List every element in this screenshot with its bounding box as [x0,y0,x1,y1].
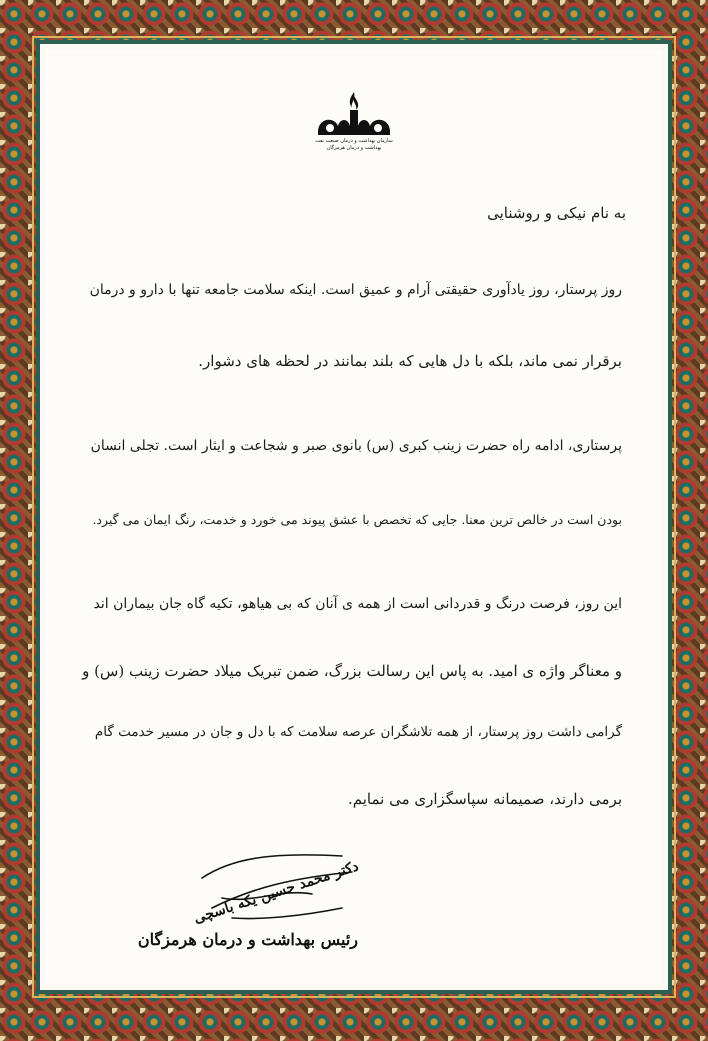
letter-line-3: پرستاری، ادامه راه حضرت زینب کبری (س) بانوی صبر و شجاعت و ایثار است. تجلی انسان [90,438,622,454]
signatory-title: رئیس بهداشت و درمان هرمزگان [137,930,358,949]
letter-line-7: گرامی داشت روز پرستار، از همه تلاشگران عرصه سلامت که با دل و جان در مسیر خدمت گام [94,724,622,740]
letter-line-4: بودن است در خالص ترین معنا. جایی که تخصص با عشق پیوند می خورد و خدمت، رنگ ایمان می گیرد. [92,512,622,527]
letter-line-6: و معناگر واژه ی امید. به پاس این رسالت بزرگ، ضمن تبریک میلاد حضرت زینب (س) و [82,662,622,680]
greeting: به نام نیکی و روشنایی [487,204,626,222]
letter-line-5: این روز، فرصت درنگ و قدردانی است از همه ی آنان که بی هیاهو، تکیه گاه جان بیماران اند [93,596,622,612]
logo-caption-line1: سازمان بهداشت و درمان صنعت نفت [315,138,393,144]
letter-line-2: برقرار نمی ماند، بلکه با دل هایی که بلند بمانند در لحظه های دشوار. [198,352,622,370]
letter-line-8: برمی دارند، صمیمانه سپاسگزاری می نمایم. [347,790,622,808]
letter-line-1: روز پرستار، روز یادآوری حقیقتی آرام و عمیق است. اینکه سلامت جامعه تنها با دارو و درمان [89,282,622,298]
signatory-name: دکتر محمد حسین یکه باسچی [191,858,361,927]
logo-caption-line2: بهداشت و درمان هرمزگان [326,145,382,151]
oil-company-logo-icon [306,88,402,152]
